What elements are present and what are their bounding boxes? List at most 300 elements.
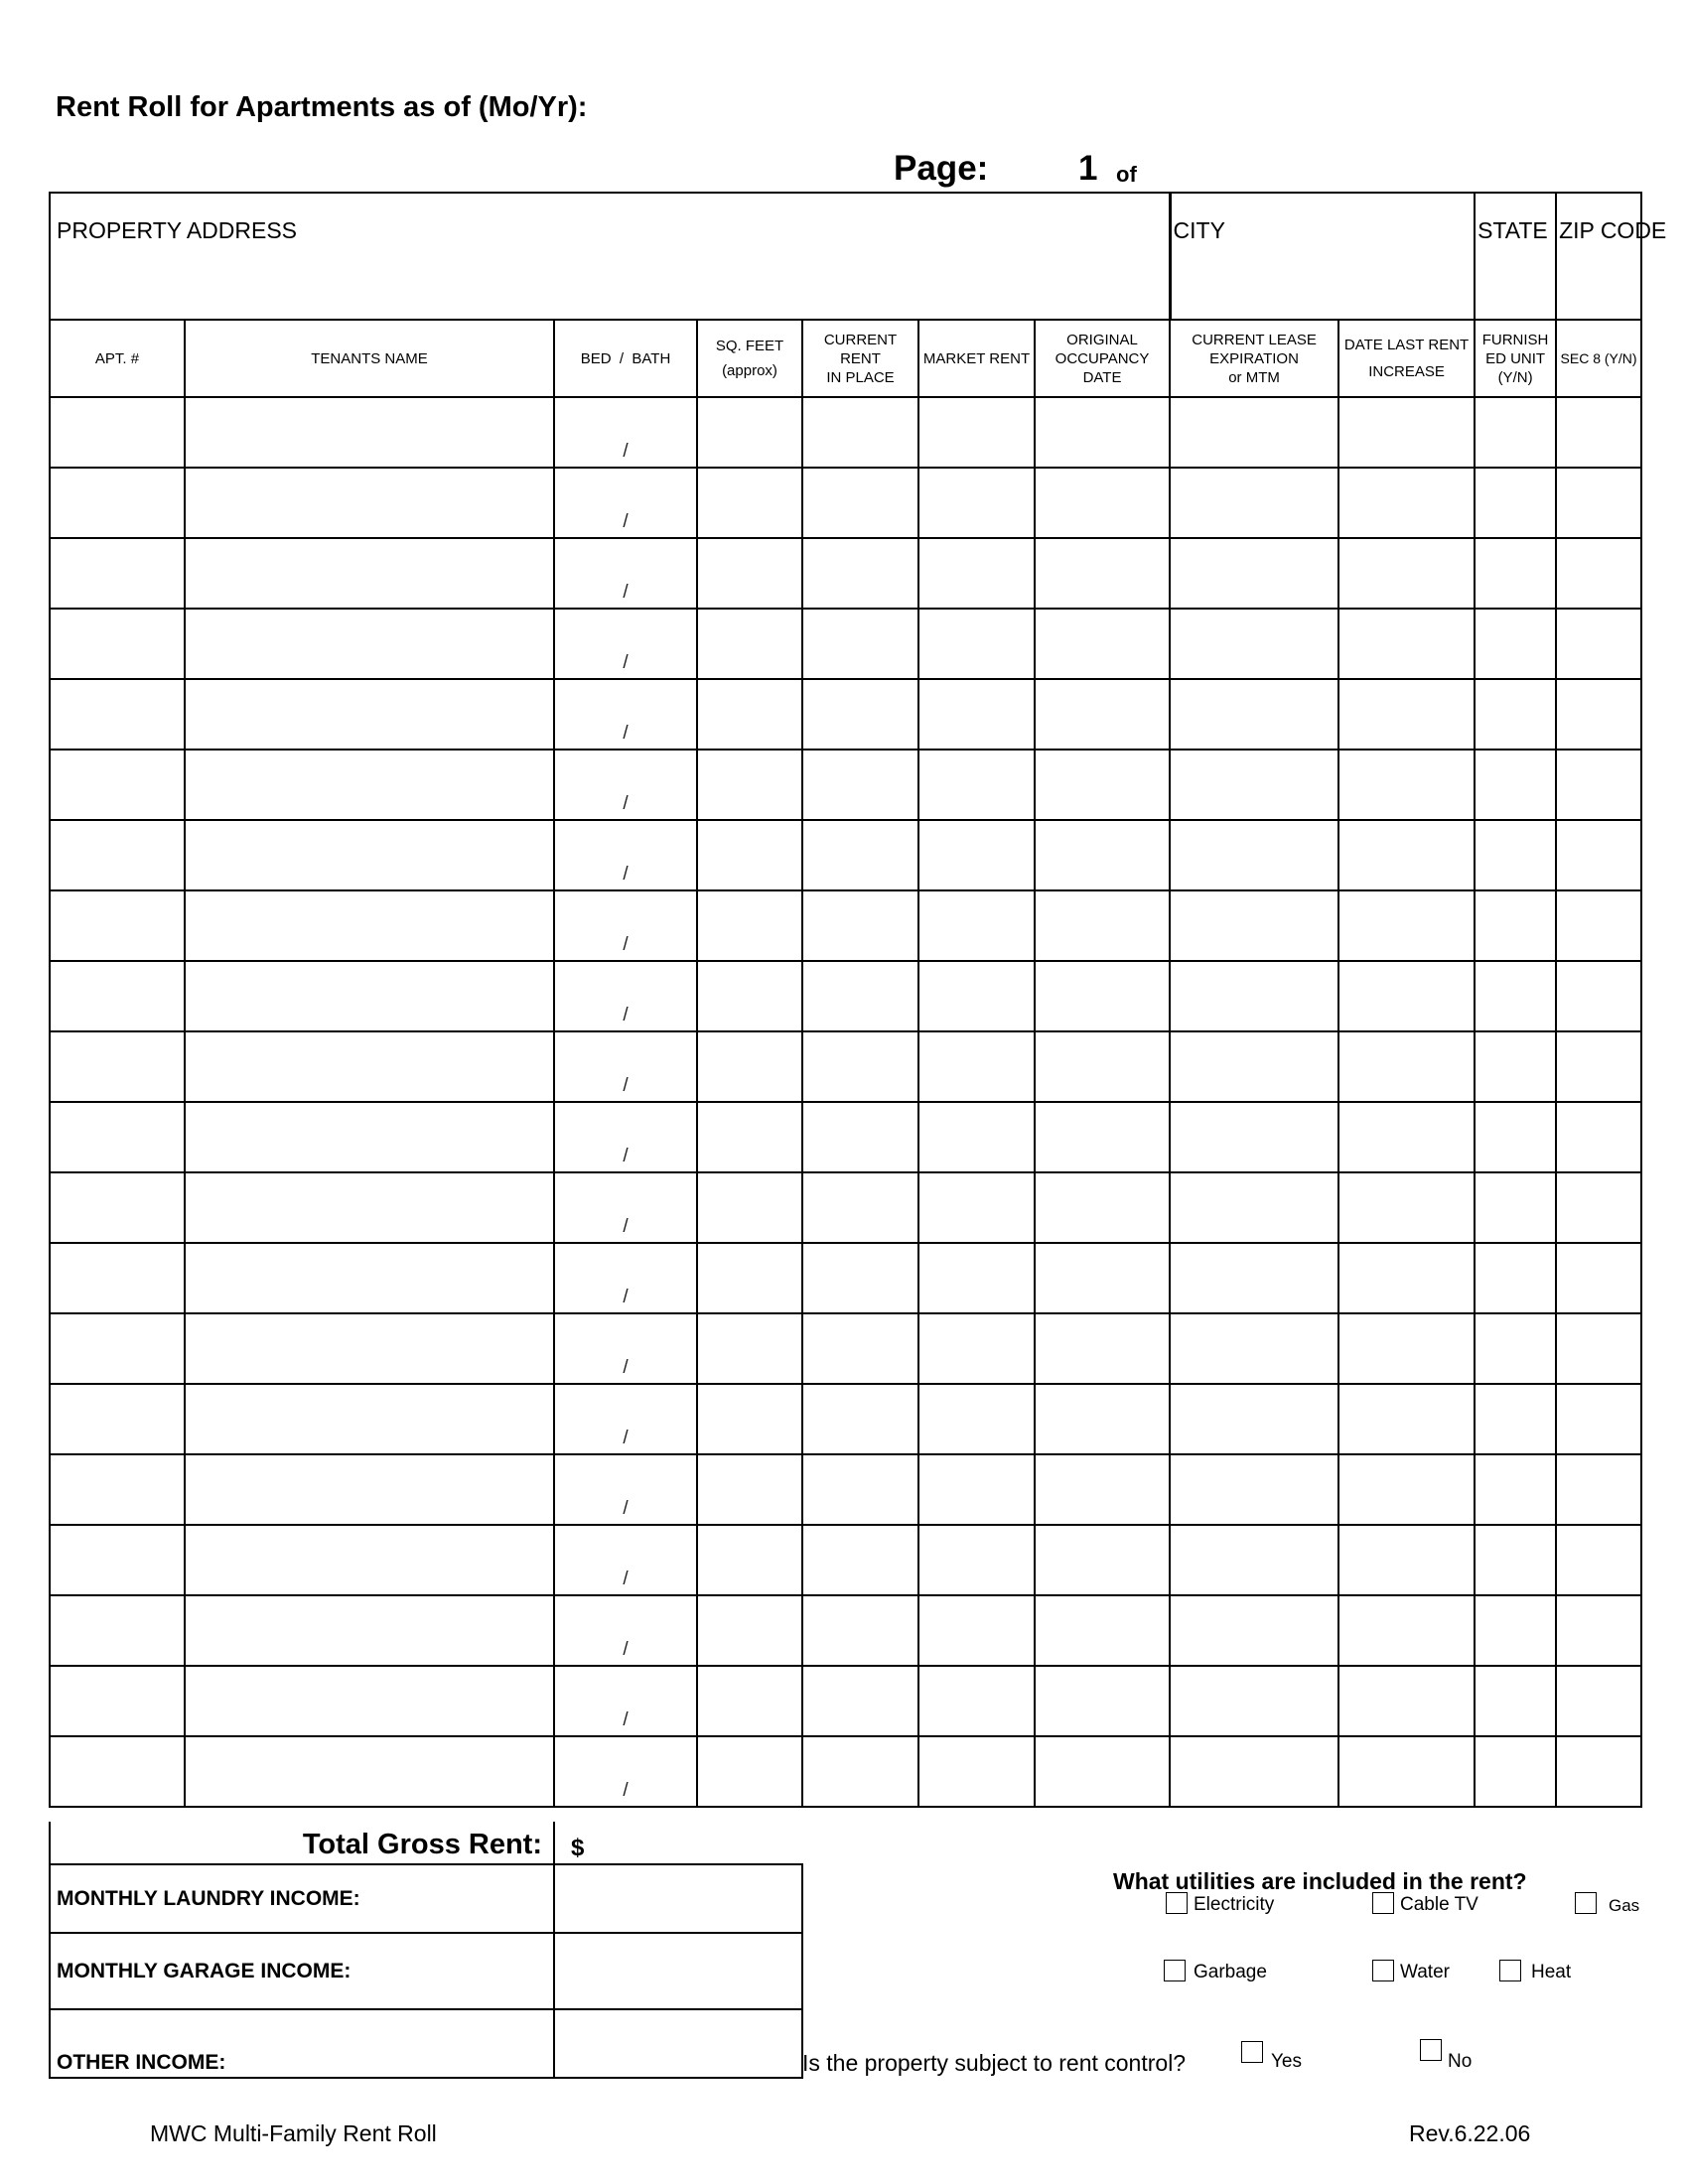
cell-bedbath[interactable] xyxy=(554,1525,697,1595)
page-label: Page: xyxy=(894,149,989,188)
cell-bedbath[interactable] xyxy=(554,538,697,609)
col-header-market-rent: MARKET RENT xyxy=(918,320,1035,397)
col-header-lease-expiration: CURRENT LEASE EXPIRATION or MTM xyxy=(1170,320,1338,397)
cell-current-rent[interactable] xyxy=(802,1736,918,1807)
cell-apt[interactable] xyxy=(50,397,185,468)
cell-current-rent[interactable] xyxy=(802,890,918,961)
cell-date-last-increase[interactable] xyxy=(1338,679,1475,750)
monthly-garage-income-label: MONTHLY GARAGE INCOME: xyxy=(50,1933,554,2009)
cell-current-rent[interactable] xyxy=(802,1102,918,1172)
cell-furnished[interactable] xyxy=(1475,1736,1556,1807)
cell-original-occupancy[interactable] xyxy=(1035,1384,1170,1454)
cell-market-rent[interactable] xyxy=(918,1525,1035,1595)
bedbath-separator: / xyxy=(623,441,629,462)
bedbath-separator: / xyxy=(623,1780,629,1801)
cell-lease-expiration[interactable] xyxy=(1170,1595,1338,1666)
table-row xyxy=(50,1454,1641,1525)
cell-market-rent[interactable] xyxy=(918,1666,1035,1736)
cell-lease-expiration[interactable] xyxy=(1170,961,1338,1031)
cell-market-rent[interactable] xyxy=(918,1172,1035,1243)
cell-lease-expiration[interactable] xyxy=(1170,468,1338,538)
cell-bedbath[interactable] xyxy=(554,1666,697,1736)
cell-sec8[interactable] xyxy=(1556,1525,1641,1595)
cell-current-rent[interactable] xyxy=(802,1525,918,1595)
income-table xyxy=(49,1863,803,2079)
state-field[interactable] xyxy=(1475,193,1556,320)
bedbath-separator: / xyxy=(623,1357,629,1378)
cell-sqft[interactable] xyxy=(697,397,802,468)
electricity-checkbox[interactable] xyxy=(1166,1892,1188,1914)
cell-tenant[interactable] xyxy=(185,961,554,1031)
table-row xyxy=(50,1525,1641,1595)
cell-date-last-increase[interactable] xyxy=(1338,609,1475,679)
cell-original-occupancy[interactable] xyxy=(1035,1736,1170,1807)
cell-bedbath[interactable] xyxy=(554,1454,697,1525)
cell-date-last-increase[interactable] xyxy=(1338,1736,1475,1807)
cell-sqft[interactable] xyxy=(697,1172,802,1243)
cell-tenant[interactable] xyxy=(185,1243,554,1313)
cell-current-rent[interactable] xyxy=(802,1595,918,1666)
bedbath-separator: / xyxy=(623,1639,629,1660)
table-row xyxy=(50,1736,1641,1807)
cell-date-last-increase[interactable] xyxy=(1338,1454,1475,1525)
water-checkbox[interactable] xyxy=(1372,1960,1394,1981)
cell-sec8[interactable] xyxy=(1556,1666,1641,1736)
cell-sec8[interactable] xyxy=(1556,609,1641,679)
cell-apt[interactable] xyxy=(50,1454,185,1525)
cell-sqft[interactable] xyxy=(697,961,802,1031)
cell-furnished[interactable] xyxy=(1475,961,1556,1031)
cell-lease-expiration[interactable] xyxy=(1170,750,1338,820)
table-row xyxy=(50,1313,1641,1384)
cell-sqft[interactable] xyxy=(697,820,802,890)
cell-sec8[interactable] xyxy=(1556,1454,1641,1525)
cell-furnished[interactable] xyxy=(1475,609,1556,679)
cell-current-rent[interactable] xyxy=(802,750,918,820)
cell-tenant[interactable] xyxy=(185,1736,554,1807)
cell-bedbath[interactable] xyxy=(554,1313,697,1384)
rent-roll-table xyxy=(49,192,1667,1808)
cell-sqft[interactable] xyxy=(697,890,802,961)
cell-lease-expiration[interactable] xyxy=(1170,1666,1338,1736)
table-row xyxy=(50,538,1641,609)
cell-current-rent[interactable] xyxy=(802,1384,918,1454)
cell-apt[interactable] xyxy=(50,1736,185,1807)
bedbath-separator: / xyxy=(623,1287,629,1307)
cell-apt[interactable] xyxy=(50,1313,185,1384)
cell-tenant[interactable] xyxy=(185,1313,554,1384)
cell-tenant[interactable] xyxy=(185,1454,554,1525)
cell-sqft[interactable] xyxy=(697,1736,802,1807)
table-row xyxy=(50,961,1641,1031)
cell-bedbath[interactable] xyxy=(554,1595,697,1666)
total-gross-rent-label: Total Gross Rent: xyxy=(302,1829,542,1860)
cell-market-rent[interactable] xyxy=(918,820,1035,890)
col-header-furnished: FURNISH ED UNIT (Y/N) xyxy=(1475,320,1556,397)
cell-original-occupancy[interactable] xyxy=(1035,1666,1170,1736)
cell-date-last-increase[interactable] xyxy=(1338,1666,1475,1736)
cell-original-occupancy[interactable] xyxy=(1035,1525,1170,1595)
cell-tenant[interactable] xyxy=(185,679,554,750)
bedbath-separator: / xyxy=(623,1569,629,1589)
cell-tenant[interactable] xyxy=(185,1031,554,1102)
cell-apt[interactable] xyxy=(50,890,185,961)
cable-tv-checkbox[interactable] xyxy=(1372,1892,1394,1914)
cell-date-last-increase[interactable] xyxy=(1338,1525,1475,1595)
cell-sec8[interactable] xyxy=(1556,961,1641,1031)
bedbath-separator: / xyxy=(623,1146,629,1166)
cell-furnished[interactable] xyxy=(1475,397,1556,468)
cell-current-rent[interactable] xyxy=(802,468,918,538)
cell-apt[interactable] xyxy=(50,1172,185,1243)
cell-date-last-increase[interactable] xyxy=(1338,1313,1475,1384)
cell-tenant[interactable] xyxy=(185,468,554,538)
cell-tenant[interactable] xyxy=(185,750,554,820)
cell-furnished[interactable] xyxy=(1475,538,1556,609)
cell-lease-expiration[interactable] xyxy=(1170,1031,1338,1102)
monthly-garage-income-field[interactable] xyxy=(554,1933,802,2009)
cell-market-rent[interactable] xyxy=(918,1031,1035,1102)
cell-tenant[interactable] xyxy=(185,1525,554,1595)
cell-apt[interactable] xyxy=(50,609,185,679)
cell-original-occupancy[interactable] xyxy=(1035,609,1170,679)
cell-original-occupancy[interactable] xyxy=(1035,820,1170,890)
cell-sec8[interactable] xyxy=(1556,1384,1641,1454)
other-income-field[interactable] xyxy=(554,2009,802,2078)
cell-date-last-increase[interactable] xyxy=(1338,820,1475,890)
cell-sqft[interactable] xyxy=(697,679,802,750)
cell-bedbath[interactable] xyxy=(554,1172,697,1243)
cell-bedbath[interactable] xyxy=(554,397,697,468)
cell-furnished[interactable] xyxy=(1475,679,1556,750)
cell-lease-expiration[interactable] xyxy=(1170,1102,1338,1172)
water-label: Water xyxy=(1400,1962,1450,1982)
cell-apt[interactable] xyxy=(50,1243,185,1313)
cell-bedbath[interactable] xyxy=(554,1736,697,1807)
cell-current-rent[interactable] xyxy=(802,1243,918,1313)
cell-market-rent[interactable] xyxy=(918,609,1035,679)
cell-furnished[interactable] xyxy=(1475,1313,1556,1384)
cell-bedbath[interactable] xyxy=(554,750,697,820)
cell-current-rent[interactable] xyxy=(802,1454,918,1525)
cell-apt[interactable] xyxy=(50,1525,185,1595)
cell-furnished[interactable] xyxy=(1475,1031,1556,1102)
cell-bedbath[interactable] xyxy=(554,890,697,961)
city-field[interactable] xyxy=(1170,193,1475,320)
cell-furnished[interactable] xyxy=(1475,750,1556,820)
cell-original-occupancy[interactable] xyxy=(1035,1243,1170,1313)
table-row xyxy=(50,890,1641,961)
cell-market-rent[interactable] xyxy=(918,397,1035,468)
cell-apt[interactable] xyxy=(50,1384,185,1454)
cell-lease-expiration[interactable] xyxy=(1170,538,1338,609)
col-header-current-rent: CURRENT RENT IN PLACE xyxy=(802,320,918,397)
cell-furnished[interactable] xyxy=(1475,1243,1556,1313)
cell-original-occupancy[interactable] xyxy=(1035,1172,1170,1243)
bedbath-separator: / xyxy=(623,1005,629,1025)
cell-sqft[interactable] xyxy=(697,1102,802,1172)
cell-sec8[interactable] xyxy=(1556,890,1641,961)
garbage-label: Garbage xyxy=(1194,1962,1267,1982)
cell-tenant[interactable] xyxy=(185,1384,554,1454)
cell-date-last-increase[interactable] xyxy=(1338,1595,1475,1666)
cell-original-occupancy[interactable] xyxy=(1035,679,1170,750)
other-income-label: OTHER INCOME: xyxy=(50,2009,554,2078)
cell-apt[interactable] xyxy=(50,820,185,890)
table-row xyxy=(50,397,1641,468)
cell-current-rent[interactable] xyxy=(802,1172,918,1243)
cell-market-rent[interactable] xyxy=(918,1736,1035,1807)
cable-tv-label: Cable TV xyxy=(1400,1894,1478,1915)
cell-date-last-increase[interactable] xyxy=(1338,961,1475,1031)
cell-date-last-increase[interactable] xyxy=(1338,538,1475,609)
cell-furnished[interactable] xyxy=(1475,890,1556,961)
cell-tenant[interactable] xyxy=(185,1666,554,1736)
cell-date-last-increase[interactable] xyxy=(1338,1243,1475,1313)
cell-original-occupancy[interactable] xyxy=(1035,1454,1170,1525)
cell-sec8[interactable] xyxy=(1556,1313,1641,1384)
cell-market-rent[interactable] xyxy=(918,750,1035,820)
bedbath-separator: / xyxy=(623,1216,629,1237)
cell-lease-expiration[interactable] xyxy=(1170,609,1338,679)
cell-sec8[interactable] xyxy=(1556,1736,1641,1807)
cell-date-last-increase[interactable] xyxy=(1338,890,1475,961)
cell-tenant[interactable] xyxy=(185,397,554,468)
table-row xyxy=(50,1595,1641,1666)
table-row xyxy=(50,1031,1641,1102)
cell-lease-expiration[interactable] xyxy=(1170,1454,1338,1525)
cell-date-last-increase[interactable] xyxy=(1338,1031,1475,1102)
bedbath-separator: / xyxy=(623,793,629,814)
page-number: 1 xyxy=(1078,149,1098,188)
table-row xyxy=(50,820,1641,890)
cell-original-occupancy[interactable] xyxy=(1035,1595,1170,1666)
bedbath-separator: / xyxy=(623,1709,629,1730)
cell-sec8[interactable] xyxy=(1556,397,1641,468)
rent-control-yes-label: Yes xyxy=(1271,2051,1302,2072)
cell-sec8[interactable] xyxy=(1556,468,1641,538)
cell-market-rent[interactable] xyxy=(918,679,1035,750)
cell-lease-expiration[interactable] xyxy=(1170,1243,1338,1313)
cell-current-rent[interactable] xyxy=(802,679,918,750)
cell-original-occupancy[interactable] xyxy=(1035,1031,1170,1102)
cell-current-rent[interactable] xyxy=(802,1031,918,1102)
cell-original-occupancy[interactable] xyxy=(1035,468,1170,538)
property-address-label: PROPERTY ADDRESS xyxy=(57,217,298,243)
cell-sqft[interactable] xyxy=(697,1243,802,1313)
cell-apt[interactable] xyxy=(50,1031,185,1102)
zip-code-field[interactable] xyxy=(1556,193,1667,320)
cell-sqft[interactable] xyxy=(697,750,802,820)
total-gross-rent-field[interactable] xyxy=(553,1822,803,1863)
cell-market-rent[interactable] xyxy=(918,1595,1035,1666)
cell-furnished[interactable] xyxy=(1475,1666,1556,1736)
page-of-label: of xyxy=(1116,162,1137,187)
cell-original-occupancy[interactable] xyxy=(1035,890,1170,961)
cell-market-rent[interactable] xyxy=(918,1102,1035,1172)
cell-sqft[interactable] xyxy=(697,1313,802,1384)
cell-market-rent[interactable] xyxy=(918,890,1035,961)
cell-current-rent[interactable] xyxy=(802,397,918,468)
cell-lease-expiration[interactable] xyxy=(1170,890,1338,961)
cell-bedbath[interactable] xyxy=(554,1031,697,1102)
cell-date-last-increase[interactable] xyxy=(1338,1172,1475,1243)
bedbath-separator: / xyxy=(623,1075,629,1096)
cell-sqft[interactable] xyxy=(697,609,802,679)
cell-sqft[interactable] xyxy=(697,538,802,609)
cell-date-last-increase[interactable] xyxy=(1338,1384,1475,1454)
cell-sqft[interactable] xyxy=(697,1454,802,1525)
cell-tenant[interactable] xyxy=(185,820,554,890)
cell-original-occupancy[interactable] xyxy=(1035,1102,1170,1172)
cell-lease-expiration[interactable] xyxy=(1170,397,1338,468)
cell-lease-expiration[interactable] xyxy=(1170,1172,1338,1243)
col-header-date-last-increase: DATE LAST RENT INCREASE xyxy=(1338,320,1475,397)
cell-sqft[interactable] xyxy=(697,1031,802,1102)
cell-furnished[interactable] xyxy=(1475,1595,1556,1666)
footer-form-name: MWC Multi-Family Rent Roll xyxy=(150,2120,437,2146)
cell-bedbath[interactable] xyxy=(554,961,697,1031)
cell-furnished[interactable] xyxy=(1475,820,1556,890)
cell-sec8[interactable] xyxy=(1556,1031,1641,1102)
rent-control-yes-checkbox[interactable] xyxy=(1241,2041,1263,2063)
rent-control-question: Is the property subject to rent control? xyxy=(802,2050,1187,2076)
cell-lease-expiration[interactable] xyxy=(1170,679,1338,750)
cell-furnished[interactable] xyxy=(1475,1172,1556,1243)
cell-current-rent[interactable] xyxy=(802,1666,918,1736)
cell-sec8[interactable] xyxy=(1556,1595,1641,1666)
property-address-field[interactable] xyxy=(50,193,1170,320)
cell-apt[interactable] xyxy=(50,538,185,609)
cell-lease-expiration[interactable] xyxy=(1170,1313,1338,1384)
cell-market-rent[interactable] xyxy=(918,1243,1035,1313)
col-header-sec8: SEC 8 (Y/N) xyxy=(1556,320,1641,397)
utilities-question: What utilities are included in the rent? xyxy=(1113,1868,1527,1894)
zip-code-label: ZIP CODE xyxy=(1559,217,1667,243)
bedbath-separator: / xyxy=(623,582,629,603)
cell-original-occupancy[interactable] xyxy=(1035,397,1170,468)
cell-original-occupancy[interactable] xyxy=(1035,750,1170,820)
cell-tenant[interactable] xyxy=(185,1102,554,1172)
cell-market-rent[interactable] xyxy=(918,538,1035,609)
cell-sqft[interactable] xyxy=(697,1595,802,1666)
bedbath-separator: / xyxy=(623,1498,629,1519)
cell-apt[interactable] xyxy=(50,1666,185,1736)
cell-apt[interactable] xyxy=(50,679,185,750)
cell-furnished[interactable] xyxy=(1475,1102,1556,1172)
cell-tenant[interactable] xyxy=(185,1595,554,1666)
cell-tenant[interactable] xyxy=(185,609,554,679)
cell-apt[interactable] xyxy=(50,961,185,1031)
cell-sqft[interactable] xyxy=(697,1384,802,1454)
cell-tenant[interactable] xyxy=(185,538,554,609)
cell-apt[interactable] xyxy=(50,750,185,820)
cell-lease-expiration[interactable] xyxy=(1170,820,1338,890)
cell-furnished[interactable] xyxy=(1475,1525,1556,1595)
cell-bedbath[interactable] xyxy=(554,1384,697,1454)
cell-lease-expiration[interactable] xyxy=(1170,1736,1338,1807)
cell-bedbath[interactable] xyxy=(554,468,697,538)
cell-date-last-increase[interactable] xyxy=(1338,750,1475,820)
rent-control-no-checkbox[interactable] xyxy=(1420,2039,1442,2061)
cell-lease-expiration[interactable] xyxy=(1170,1384,1338,1454)
cell-apt[interactable] xyxy=(50,1595,185,1666)
cell-market-rent[interactable] xyxy=(918,468,1035,538)
cell-furnished[interactable] xyxy=(1475,1384,1556,1454)
cell-sec8[interactable] xyxy=(1556,1102,1641,1172)
form-title: Rent Roll for Apartments as of (Mo/Yr): xyxy=(56,91,588,123)
cell-current-rent[interactable] xyxy=(802,1313,918,1384)
heat-checkbox[interactable] xyxy=(1499,1960,1521,1981)
table-row xyxy=(50,1666,1641,1736)
cell-sec8[interactable] xyxy=(1556,750,1641,820)
cell-lease-expiration[interactable] xyxy=(1170,1525,1338,1595)
table-row xyxy=(50,1102,1641,1172)
garbage-checkbox[interactable] xyxy=(1164,1960,1186,1981)
gas-checkbox[interactable] xyxy=(1575,1892,1597,1914)
cell-sqft[interactable] xyxy=(697,1525,802,1595)
cell-market-rent[interactable] xyxy=(918,961,1035,1031)
monthly-laundry-income-field[interactable] xyxy=(554,1864,802,1933)
cell-date-last-increase[interactable] xyxy=(1338,397,1475,468)
cell-market-rent[interactable] xyxy=(918,1454,1035,1525)
cell-bedbath[interactable] xyxy=(554,1243,697,1313)
cell-apt[interactable] xyxy=(50,468,185,538)
cell-bedbath[interactable] xyxy=(554,1102,697,1172)
table-row xyxy=(50,1172,1641,1243)
cell-date-last-increase[interactable] xyxy=(1338,468,1475,538)
cell-original-occupancy[interactable] xyxy=(1035,961,1170,1031)
cell-bedbath[interactable] xyxy=(554,679,697,750)
cell-original-occupancy[interactable] xyxy=(1035,1313,1170,1384)
bedbath-separator: / xyxy=(623,723,629,744)
table-row xyxy=(50,1384,1641,1454)
city-label: CITY xyxy=(1173,217,1225,243)
cell-tenant[interactable] xyxy=(185,890,554,961)
cell-bedbath[interactable] xyxy=(554,609,697,679)
cell-current-rent[interactable] xyxy=(802,609,918,679)
cell-date-last-increase[interactable] xyxy=(1338,1102,1475,1172)
cell-current-rent[interactable] xyxy=(802,820,918,890)
cell-sqft[interactable] xyxy=(697,1666,802,1736)
cell-furnished[interactable] xyxy=(1475,1454,1556,1525)
cell-sec8[interactable] xyxy=(1556,1172,1641,1243)
cell-sec8[interactable] xyxy=(1556,820,1641,890)
cell-sec8[interactable] xyxy=(1556,679,1641,750)
cell-apt[interactable] xyxy=(50,1102,185,1172)
gas-label: Gas xyxy=(1609,1896,1640,1915)
table-row xyxy=(50,1243,1641,1313)
cell-market-rent[interactable] xyxy=(918,1313,1035,1384)
cell-original-occupancy[interactable] xyxy=(1035,538,1170,609)
bedbath-separator: / xyxy=(623,1428,629,1448)
table-row xyxy=(50,468,1641,538)
cell-sec8[interactable] xyxy=(1556,538,1641,609)
bedbath-separator: / xyxy=(623,864,629,885)
cell-current-rent[interactable] xyxy=(802,538,918,609)
state-label: STATE xyxy=(1477,217,1548,243)
cell-current-rent[interactable] xyxy=(802,961,918,1031)
monthly-laundry-income-label: MONTHLY LAUNDRY INCOME: xyxy=(50,1864,554,1933)
cell-sqft[interactable] xyxy=(697,468,802,538)
cell-market-rent[interactable] xyxy=(918,1384,1035,1454)
cell-bedbath[interactable] xyxy=(554,820,697,890)
cell-sec8[interactable] xyxy=(1556,1243,1641,1313)
cell-tenant[interactable] xyxy=(185,1172,554,1243)
cell-furnished[interactable] xyxy=(1475,468,1556,538)
bedbath-separator: / xyxy=(623,511,629,532)
col-header-apt: APT. # xyxy=(50,320,185,397)
